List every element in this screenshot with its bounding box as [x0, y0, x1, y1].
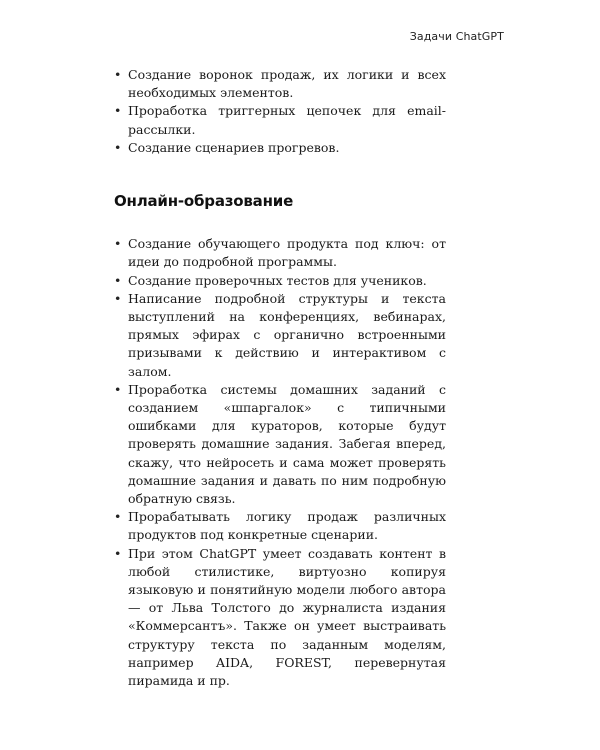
- page-body: [114, 66, 446, 690]
- top-bullet-list: [114, 66, 446, 157]
- list-item: • Создание сценариев прогревов.: [114, 139, 446, 157]
- running-header: Задачи ChatGPT: [409, 30, 504, 43]
- list-item: • При этом ChatGPT умеет создавать контент в любой стилистике, виртуозно копируя языковую и понятийную модели любого автора — от Льва Толстого до журналиста издания «Коммерсантъ». Также он умеет выстраивать структуру текста по заданным моделям, например AIDA, FOREST, перевернутая пирамида и пр.: [114, 545, 446, 691]
- list-item: • Создание проверочных тестов для учеников.: [114, 272, 446, 290]
- list-item: • Создание воронок продаж, их логики и всех необходимых элементов.: [114, 66, 446, 102]
- list-item: • Проработка системы домашних заданий с созданием «шпаргалок» с типичными ошибками для кураторов, которые будут проверять домашние задания. Забегая вперед, скажу, что нейросеть и сама может проверять домашние задания и давать по ним подробную обратную связь.: [114, 381, 446, 508]
- list-item: • Проработка триггерных цепочек для email-рассылки.: [114, 102, 446, 138]
- section-bullet-list: [114, 235, 446, 690]
- list-item: • Написание подробной структуры и текста выступлений на конференциях, вебинарах, прямых эфирах с органично встроенными призывами к действию и интерактивом с залом.: [114, 290, 446, 381]
- list-item: • Прорабатывать логику продаж различных продуктов под конкретные сценарии.: [114, 508, 446, 544]
- section-title: Онлайн-образование: [114, 192, 294, 211]
- list-item: • Создание обучающего продукта под ключ: от идеи до подробной программы.: [114, 235, 446, 271]
